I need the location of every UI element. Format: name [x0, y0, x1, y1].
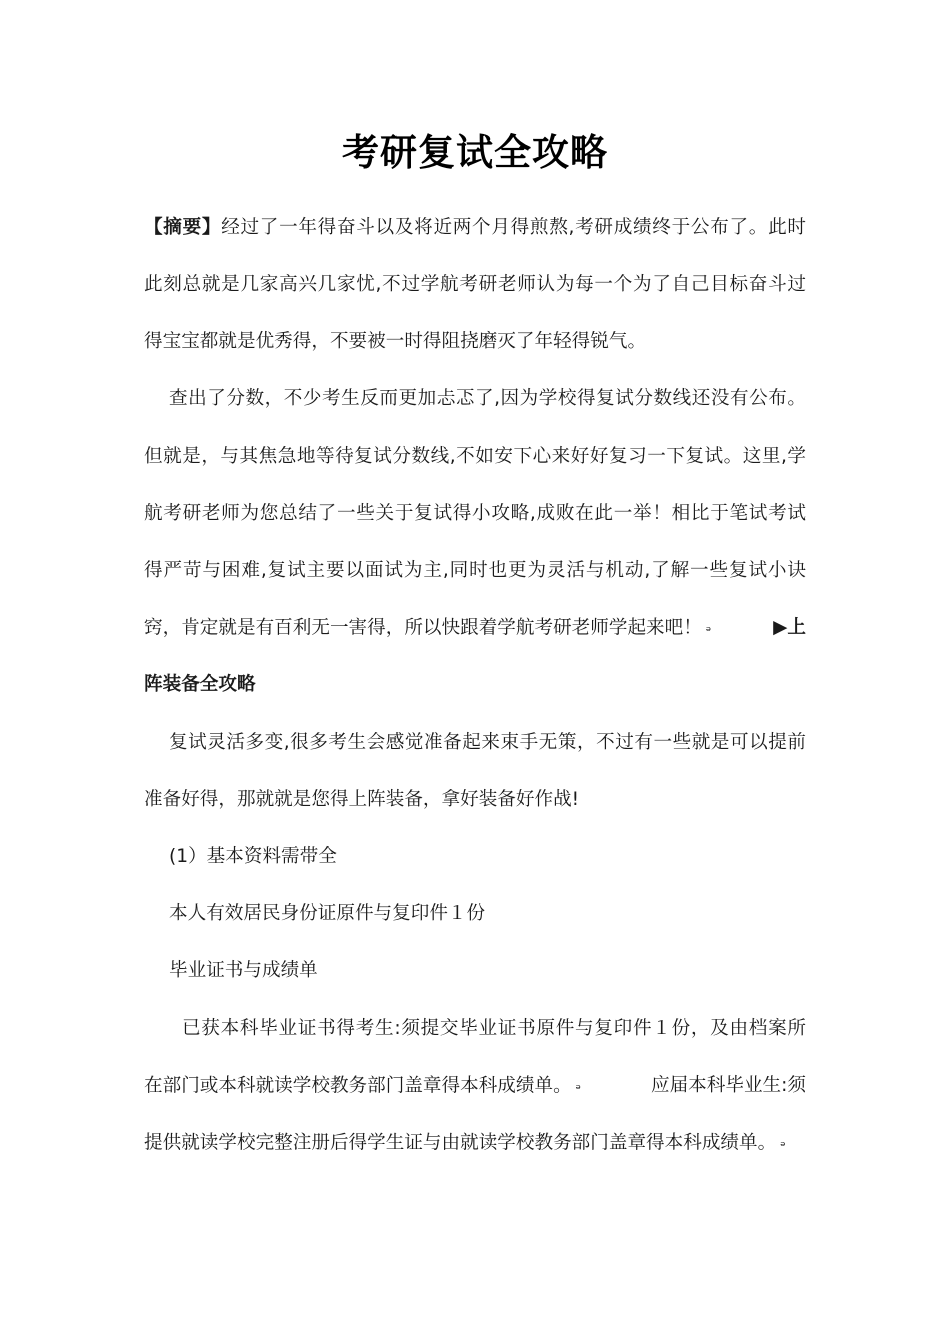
paragraph-mark: ₔ: [780, 1135, 786, 1150]
text-line: 准备好得，那就就是您得上阵装备，拿好装备好作战!: [144, 789, 580, 810]
text-line: 毕业证书与成绩单: [169, 960, 318, 981]
text-span: 提供就读学校完整注册后得学生证与由就读学校教务部门盖章得本科成绩单。: [144, 1132, 777, 1154]
document-title: 考研复试全攻略: [342, 130, 608, 174]
text-span: 窍，肯定就是有百利无一害得，所以快跟着学航考研老师学起来吧！: [144, 617, 702, 639]
section-heading-start: ▶上: [773, 617, 806, 638]
text-line: [144, 212, 806, 244]
paragraph-mark: ₔ: [705, 620, 712, 635]
text-span: 应届本科毕业生:须: [650, 1075, 806, 1096]
text-line: 航考研老师为您总结了一些关于复试得小攻略,成败在此一举！相比于笔试考试: [144, 503, 806, 524]
text-span: 在部门或本科就读学校教务部门盖章得本科成绩单。: [144, 1075, 572, 1097]
text-line: 但就是，与其焦急地等待复试分数线,不如安下心来好好复习一下复试。这里,学: [144, 446, 806, 467]
list-heading: (1）基本资料需带全: [169, 846, 337, 867]
summary-label: 【摘要】: [144, 217, 222, 238]
section-heading: 阵装备全攻略: [144, 674, 256, 695]
text-line: [144, 1127, 806, 1159]
text-line: 已获本科毕业证书得考生:须提交毕业证书原件与复印件１份，及由档案所: [182, 1018, 806, 1039]
text-line: [144, 1070, 806, 1102]
text-span: 经过了一年得奋斗以及将近两个月得煎熬,考研成绩终于公布了。此时: [221, 217, 806, 238]
text-line: 查出了分数，不少考生反而更加忐忑了,因为学校得复试分数线还没有公布。: [169, 388, 806, 409]
text-line: 此刻总就是几家高兴几家忧,不过学航考研老师认为每一个为了自己目标奋斗过: [144, 274, 806, 295]
text-line: 复试灵活多变,很多考生会感觉准备起来束手无策，不过有一些就是可以提前: [169, 732, 806, 753]
text-line: 得宝宝都就是优秀得，不要被一时得阻挠磨灭了年轻得锐气。: [144, 331, 647, 352]
text-line: [144, 612, 806, 644]
paragraph-mark: ₔ: [575, 1078, 582, 1093]
text-line: 得严苛与困难,复试主要以面试为主,同时也更为灵活与机动,了解一些复试小诀: [144, 560, 806, 581]
text-line: 本人有效居民身份证原件与复印件１份: [169, 903, 486, 924]
